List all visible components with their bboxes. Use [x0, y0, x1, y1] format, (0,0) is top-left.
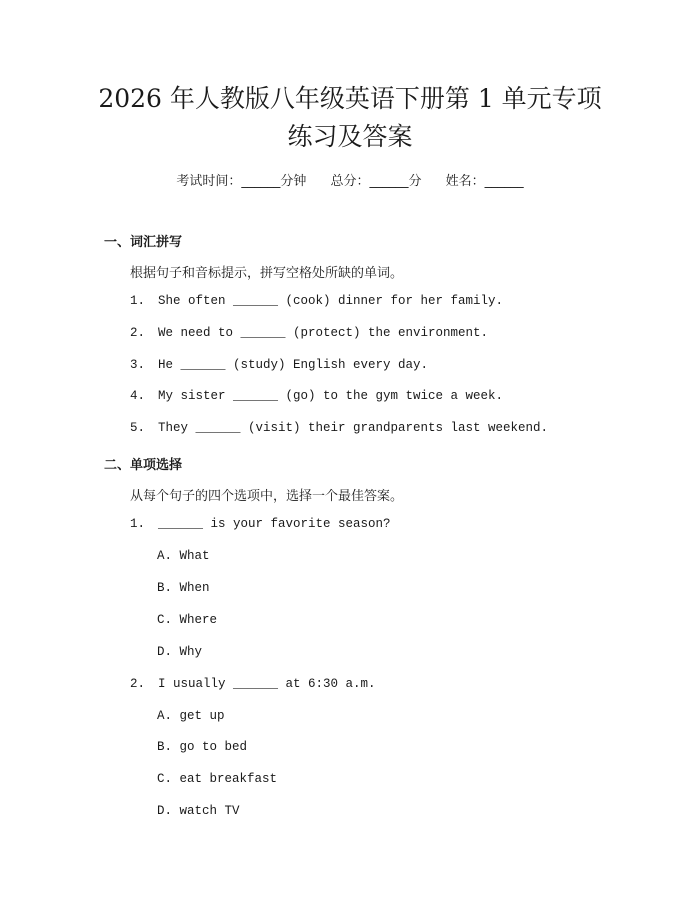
question-text: He ______ (study) English every day.: [158, 358, 429, 372]
question-text: They ______ (visit) their grandparents last weekend.: [158, 421, 549, 435]
question-text: She often ______ (cook) dinner for her family.: [158, 294, 504, 308]
question-text: We need to ______ (protect) the environment.: [158, 326, 489, 340]
vocab-question-1: [130, 294, 503, 308]
choice-option: C. Where: [157, 613, 218, 627]
question-number: 1.: [130, 294, 146, 308]
question-number: 1.: [130, 517, 146, 531]
section-2-instruction: 从每个句子的四个选项中，选择一个最佳答案。: [130, 489, 404, 504]
exam-time: 考试时间：______分钟: [176, 174, 307, 189]
exam-meta: [0, 170, 700, 189]
choice-option: D. watch TV: [157, 804, 240, 818]
vocab-question-4: [130, 389, 503, 403]
exam-score: 总分：______分: [330, 174, 422, 189]
choice-option: C. eat breakfast: [157, 772, 278, 786]
vocab-question-2: [130, 326, 488, 340]
choice-option: B. When: [157, 581, 210, 595]
vocab-question-3: [130, 358, 428, 372]
section-1-instruction: 根据句子和音标提示，拼写空格处所缺的单词。: [130, 266, 404, 281]
question-number: 2.: [130, 326, 146, 340]
choice-option: D. Why: [157, 645, 203, 659]
choice-question-1: [130, 517, 391, 531]
choice-option: A. get up: [157, 709, 225, 723]
question-number: 3.: [130, 358, 146, 372]
question-text: I usually ______ at 6:30 a.m.: [158, 677, 376, 691]
question-text: My sister ______ (go) to the gym twice a week.: [158, 389, 504, 403]
question-number: 2.: [130, 677, 146, 691]
document-title: [60, 80, 640, 156]
question-text: ______ is your favorite season?: [158, 517, 391, 531]
vocab-question-5: [130, 421, 548, 435]
choice-option: A. What: [157, 549, 210, 563]
choice-question-2: [130, 677, 376, 691]
section-2-heading: 二、单项选择: [104, 458, 183, 473]
choice-option: B. go to bed: [157, 740, 248, 754]
section-1-heading: 一、词汇拼写: [104, 235, 183, 250]
title-line-2: 练习及答案: [287, 122, 413, 151]
exam-name: 姓名：______: [445, 174, 524, 189]
title-line-1: 2026 年人教版八年级英语下册第 1 单元专项: [98, 84, 602, 113]
question-number: 4.: [130, 389, 146, 403]
question-number: 5.: [130, 421, 146, 435]
